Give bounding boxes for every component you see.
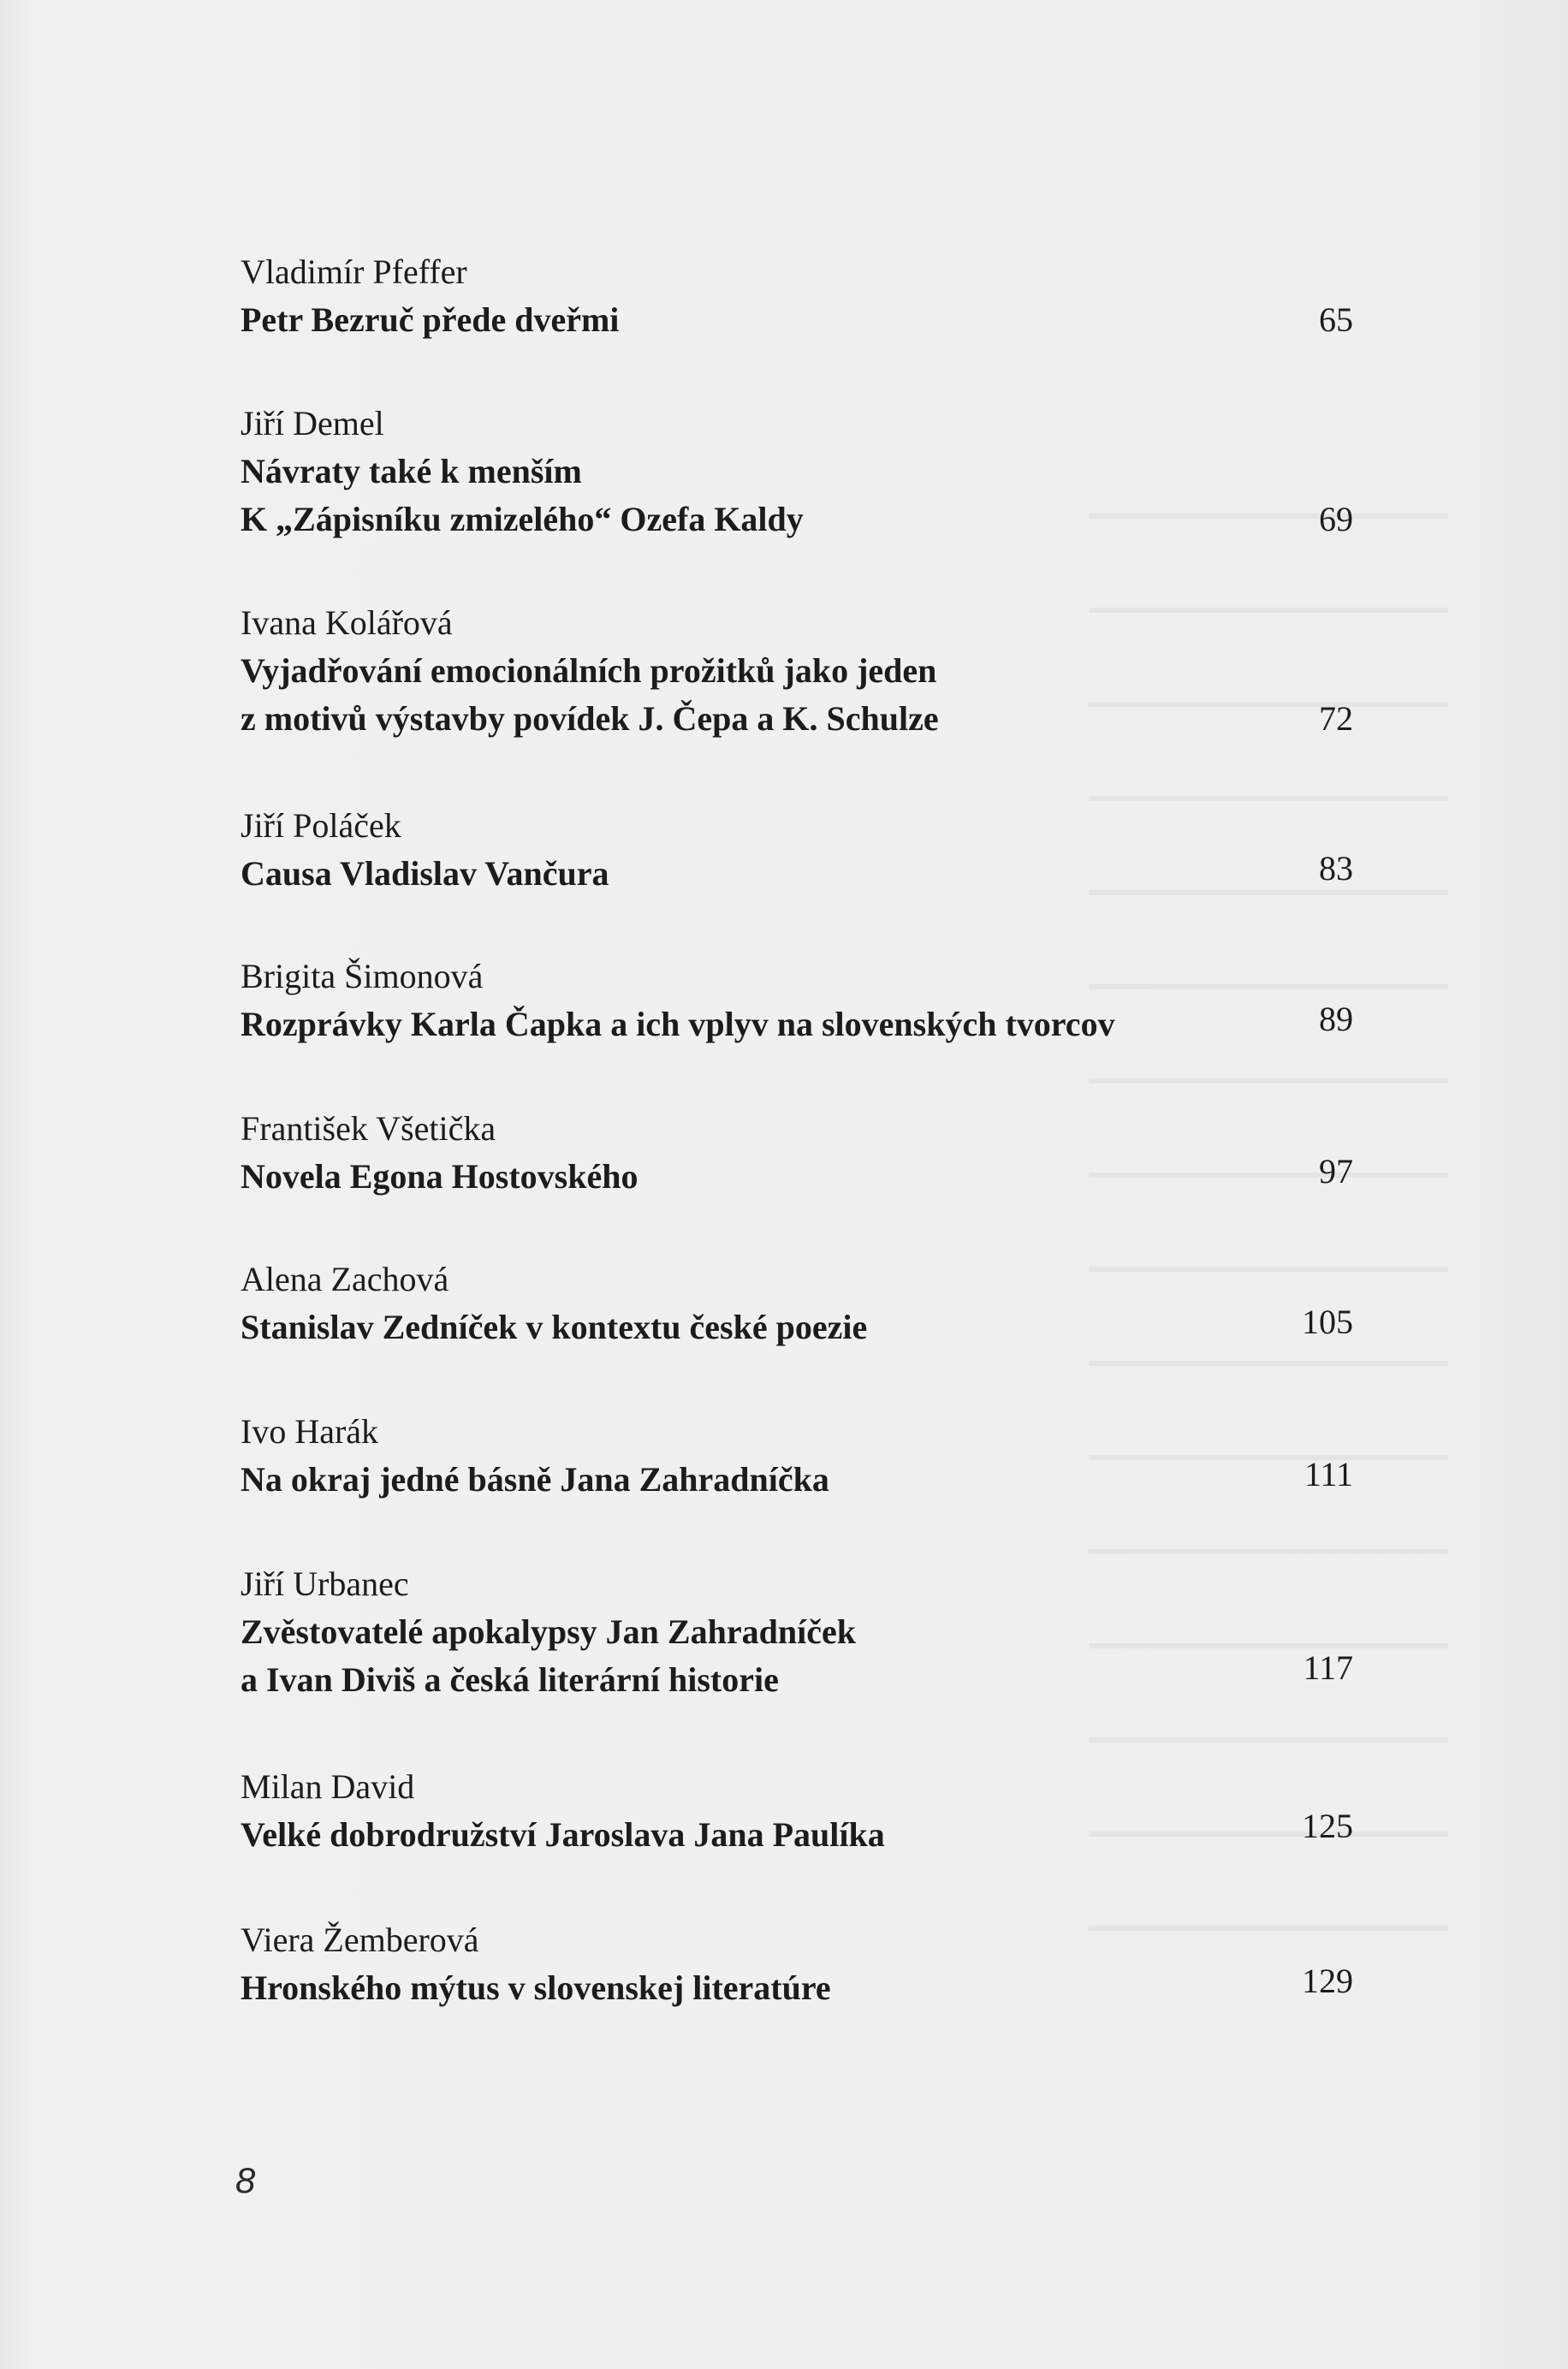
entry-author: Milan David (241, 1767, 415, 1806)
entry-page-number: 65 (1319, 300, 1353, 339)
toc-entry (241, 599, 1353, 743)
entry-author: Jiří Poláček (241, 806, 401, 845)
entry-title: z motivů výstavby povídek J. Čepa a K. Schulze (241, 699, 939, 738)
entry-page-number: 97 (1319, 1152, 1353, 1190)
entry-title: a Ivan Diviš a česká literární historie (241, 1660, 779, 1699)
entry-page-number: 83 (1319, 849, 1353, 888)
entry-page-number: 125 (1302, 1807, 1353, 1845)
entry-author: František Všetička (241, 1109, 496, 1148)
entry-title: Hronského mýtus v slovenskej literatúre (241, 1968, 831, 2007)
page-folio-number: 8 (235, 2160, 256, 2200)
entry-page-number: 105 (1302, 1303, 1353, 1341)
entry-page-number: 129 (1302, 1962, 1353, 2000)
entry-title: Zvěstovatelé apokalypsy Jan Zahradníček (241, 1612, 856, 1651)
toc-entry (241, 248, 1353, 344)
entry-author: Jiří Demel (241, 404, 384, 442)
entry-author: Viera Žemberová (241, 1921, 479, 1959)
toc-entry (241, 1105, 1353, 1201)
entry-author: Ivo Harák (241, 1412, 379, 1451)
toc-entry (241, 1408, 1353, 1504)
entry-page-number: 111 (1304, 1455, 1353, 1493)
entry-title: Vyjadřování emocionálních prožitků jako jeden (241, 651, 937, 690)
entry-title: Na okraj jedné básně Jana Zahradníčka (241, 1460, 829, 1499)
entry-author: Jiří Urbanec (241, 1564, 409, 1603)
toc-entry (241, 953, 1353, 1048)
entry-page-number: 72 (1319, 699, 1353, 738)
entry-title: Návraty také k menším (241, 452, 582, 490)
entry-title: Causa Vladislav Vančura (241, 854, 609, 893)
toc-entry (241, 1916, 1353, 2012)
toc-entry (241, 1560, 1353, 1704)
entry-author: Brigita Šimonová (241, 957, 484, 995)
entry-title: K „Zápisníku zmizelého“ Ozefa Kaldy (241, 500, 804, 538)
entry-title: Petr Bezruč přede dveřmi (241, 300, 620, 339)
entry-title: Rozprávky Karla Čapka a ich vplyv na slovenských tvorcov (241, 1005, 1115, 1043)
entry-author: Ivana Kolářová (241, 603, 453, 642)
entry-page-number: 117 (1303, 1648, 1353, 1687)
entry-title: Novela Egona Hostovského (241, 1157, 638, 1196)
entry-title: Velké dobrodružství Jaroslava Jana Paulíka (241, 1815, 885, 1854)
entry-author: Alena Zachová (241, 1260, 449, 1298)
toc-entry (241, 1256, 1353, 1351)
entry-author: Vladimír Pfeffer (241, 252, 467, 291)
entry-page-number: 89 (1319, 1000, 1353, 1038)
toc-entry (241, 1763, 1353, 1859)
toc-entry (241, 400, 1353, 543)
toc-entry (241, 802, 1353, 898)
entry-page-number: 69 (1319, 500, 1353, 538)
entry-title: Stanislav Zedníček v kontextu české poezie (241, 1308, 868, 1346)
